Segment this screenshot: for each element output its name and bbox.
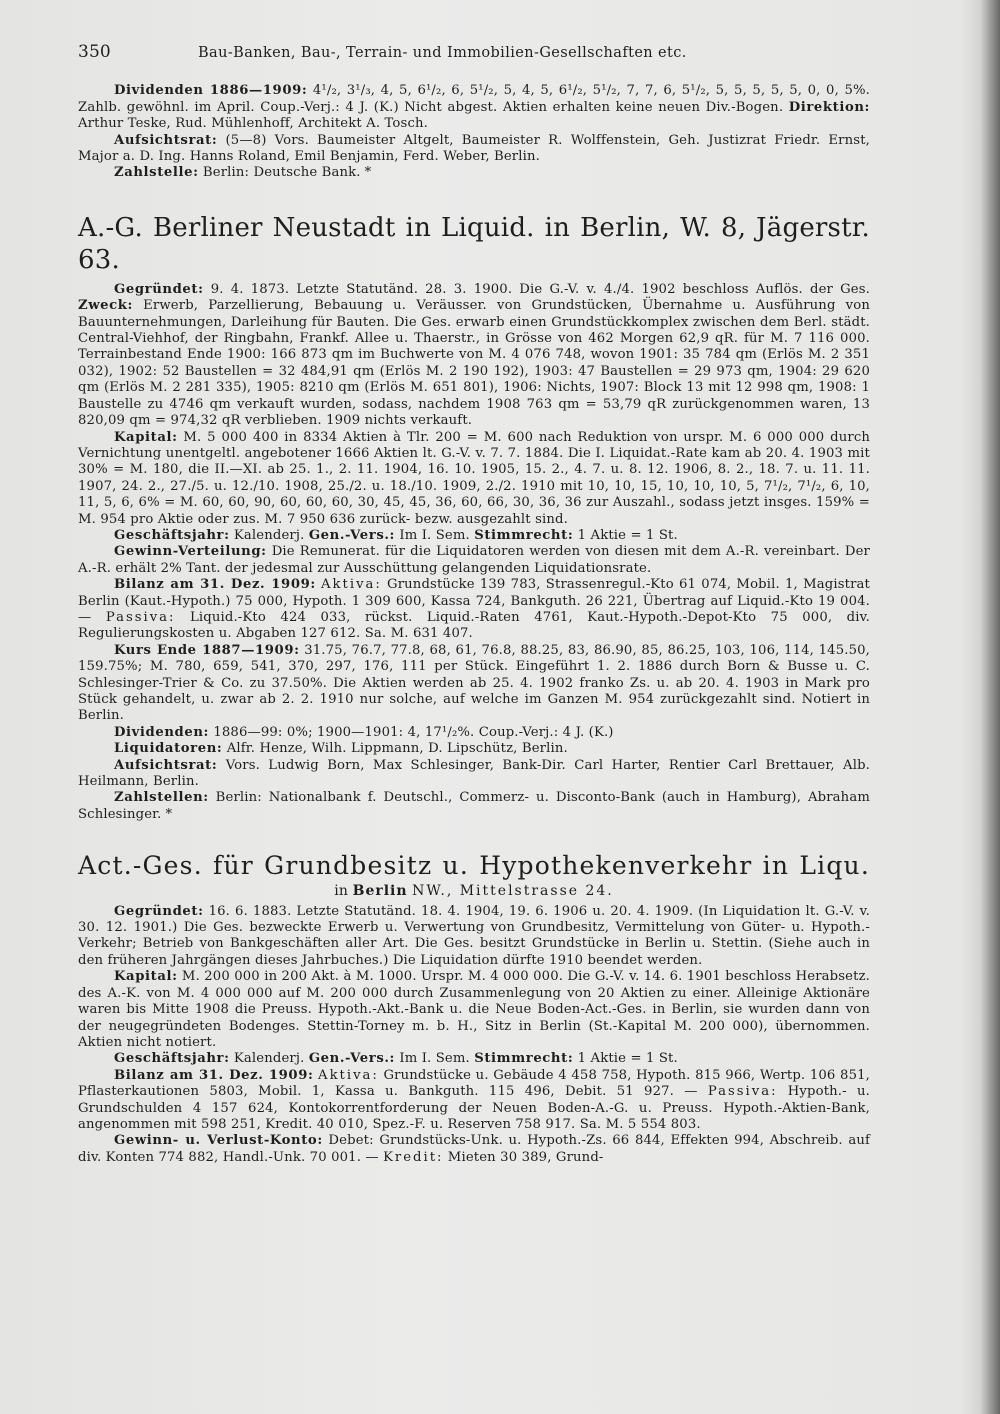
entry2-guv-debet-word: Debet: — [328, 1133, 374, 1149]
entry1-liquidatoren-text: Alfr. Henze, Wilh. Lippmann, D. Lipschütz, Berlin. — [226, 741, 568, 757]
entry2-bilanz — [78, 1068, 870, 1134]
entry1-genvers-text: Im I. Sem. — [399, 527, 470, 543]
entry2-bilanz-label: Bilanz am 31. Dez. 1909: — [114, 1067, 314, 1083]
entry1-gewinn — [78, 544, 870, 577]
prev-aufsichtsrat-text: (5—8) Vors. Baumeister Altgelt, Baumeister R. Wolffenstein, Geh. Justizrat Friedr. Ernst, Major a. D. Ing. Hanns Roland, Emil Benjamin, Ferd. Weber, Berlin. — [78, 132, 870, 165]
entry1-zweck-label: Zweck: — [78, 298, 134, 314]
entry2-subtitle-city: Berlin — [352, 883, 408, 900]
prev-aufsichtsrat — [78, 133, 870, 166]
entry2-subtitle-post: NW., Mittelstrasse 24. — [412, 883, 614, 900]
entry1-stimmrecht-label: Stimmrecht: — [474, 527, 574, 543]
entry2-gegruendet-label: Gegründet: — [114, 903, 204, 919]
entry2-subtitle — [78, 883, 870, 899]
entry2-stimmrecht-text: 1 Aktie = 1 St. — [577, 1051, 678, 1067]
entry1-gewinn-label: Gewinn-Verteilung: — [114, 544, 267, 560]
entry2-geschaeftsjahr-text: Kalenderj. — [233, 1051, 305, 1067]
entry1-gewinn-text: Die Remunerat. für die Liquidatoren werden von diesen mit dem A.-R. vereinbart. Der A.-R. erhält 2% Tant. der jedesmal zur Ausschüttung gelangenden Liquidationsrate. — [78, 544, 870, 576]
entry1-geschaeftsjahr-label: Geschäftsjahr: — [114, 527, 230, 543]
entry1-gegruendet-label: Gegründet: — [114, 281, 204, 297]
entry1-aufsichtsrat-label: Aufsichtsrat: — [114, 757, 218, 773]
entry1-passiva-text: Liquid.-Kto 424 033, rückst. Liquid.-Raten 4761, Kaut.-Hypoth.-Depot-Kto 75 000, div. Regulierungskosten u. Abgaben 127 612. Sa. M. 631 407. — [78, 609, 871, 642]
entry1-zahlstellen-label: Zahlstellen: — [114, 790, 209, 806]
prev-dividenden-text: 4¹/₂, 3¹/₃, 4, 5, 6¹/₂, 6, 5¹/₂, 5, 4, 5, 6¹/₂, 5¹/₂, 7, 7, 6, 5¹/₂, 5, 5, 5, 5, 5, 0, 0, 5%. Zahlb. gewöhnl. im April. Coup.-Verj.: 4 J. (K.) Nicht abgest. Aktien erhalten keine neuen Div.-Bogen. — [78, 83, 871, 115]
entry1-kapital-text: M. 5 000 400 in 8334 Aktien à Tlr. 200 = M. 600 nach Reduktion von urspr. M. 6 000 000 durch Vernichtung unentgeltl. angebotener 1666 Aktien lt. G.-V. v. 7. 7. 1884. Die I. Liquidat.-Rate kam ab 20. 4. 1903 mit 30% = M. 180, die II.—XI. ab 25. 1., 2. 11. 1904, 16. 10. 1905, 15. 2., 4. 7. u. 8. 12. 1906, 8. 2., 18. 7. u. 11. 11. 1907, 24. 2., 27./5. u. 12./10. 1908, 25./2. u. 18./10. 1909, 2./2. 1910 mit 10, 10, 15, 10, 10, 10, 5, 7¹/₂, 7¹/₂, 6, 10, 11, 5, 6, 6% = M. 60, 60, 90, 60, 60, 60, 30, 45, 45, 36, 60, 66, 30, 36, 36 zur Auszahl., sodass jetzt insges. 159% = M. 954 pro Aktie oder zus. M. 7 950 636 zurück- bezw. ausgezahlt sind. — [78, 429, 870, 527]
entry1-zweck-text: Erwerb, Parzellierung, Bebauung u. Veräusser. von Grundstücken, Übernahme u. Ausführung von Bauunternehmungen, Darleihung für Bauten. Die Ges. erwarb einen Grundstückkomplex zwischen dem Berl. städt. Central-Viehhof, der Ringbahn, Frankf. Allee u. Thaerstr., in Grösse von 462 Morgen 62,9 qR. für M. 7 116 000. Terrainbestand Ende 1900: 166 873 qm im Buchwerte von M. 4 076 748, wovon 1901: 35 784 qm (Erlös M. 2 351 032), 1902: 52 Baustellen = 32 484,91 qm (Erlös M. 2 190 192), 1903: 47 Baustellen = 29 973 qm, 1904: 29 620 qm (Erlös M. 2 281 335), 1905: 8210 qm (Erlös M. 651 801), 1906: Nichts, 1907: Block 13 mit 12 998 qm, 1908: 1 Baustelle zu 4746 qm verkauft wurden, sodass, nachdem 1908 763 qm = 53,79 qR zurückgenommen waren, 13 820,09 qm = 974,32 qR verblieben. 1909 nichts verkauft. — [78, 298, 870, 429]
entry1-kurs-text: 31.75, 76.7, 77.8, 68, 61, 76.8, 88.25, 83, 86.90, 85, 86.25, 103, 106, 114, 145.50, 159.75%; M. 780, 659, 541, 370, 297, 176, 111 per Stück. Eingeführt 1. 2. 1886 durch Born & Busse u. C. Schlesinger-Trier & Co. zu 37.50%. Die Aktien werden ab 25. 4. 1902 franko Zs. u. ab 20. 4. 1903 in Mark pro Stück gehandelt, u. zwar ab 2. 2. 1910 nur solche, auf welche im Ganzen M. 954 zurückgezahlt sind. Notiert in Berlin. — [78, 642, 871, 724]
entry2-genvers-text: Im I. Sem. — [399, 1051, 470, 1067]
entry2-geschaeftsjahr-label: Geschäftsjahr: — [114, 1051, 230, 1067]
page-number: 350 — [78, 42, 111, 62]
entry1-dividenden-label: Dividenden: — [114, 724, 209, 740]
entry1-kurs-label: Kurs Ende 1887—1909: — [114, 642, 300, 658]
entry2-title: Act.-Ges. für Grundbesitz u. Hypothekenverkehr in Liqu. — [78, 851, 870, 881]
entry1-bilanz — [78, 577, 870, 643]
entry1-gegruendet-text: 9. 4. 1873. Letzte Statutänd. 28. 3. 1900. Die G.-V. v. 4./4. 1902 beschloss Auflös. der Ges. — [210, 281, 870, 297]
entry2-guv-debet-text: Grundstücks-Unk. u. Hypoth.-Zs. 66 844, Effekten 994, Abschreib. auf div. Konten 774 882, Handl.-Unk. 70 001. — — [78, 1133, 871, 1165]
entry2-kapital — [78, 969, 870, 1051]
entry1-geschaeftsjahr — [78, 528, 870, 544]
entry1-aktiva-text: Grundstücke 139 783, Strassenregul.-Kto 61 074, Mobil. 1, Magistrat Berlin (Kaut.-Hypoth.) 75 000, Hypoth. 1 309 600, Kassa 724, Bankguth. 26 221, Übertrag auf Liquid.-Kto 19 004. — — [78, 577, 870, 625]
entry2-stimmrecht-label: Stimmrecht: — [474, 1051, 574, 1067]
entry2-passiva-text: Hypoth.- u. Grundschulden 4 157 624, Kontokorrentforderung der Neuen Boden-A.-G. u. Preuss. Hypoth.-Aktien-Bank, angenommen mit 598 251, Kredit. 40 010, Spez.-F. u. Reserven 758 917. Sa. M. 5 554 803. — [78, 1084, 870, 1132]
entry1-end-mark: * — [165, 806, 173, 822]
entry1-geschaeftsjahr-text: Kalenderj. — [233, 527, 305, 543]
entry1-liquidatoren — [78, 741, 870, 757]
entry1-aktiva-word: Aktiva: — [321, 577, 382, 593]
entry1-kapital-label: Kapital: — [114, 429, 178, 445]
prev-direktion-label: Direktion: — [788, 99, 870, 115]
running-title: Bau-Banken, Bau-, Terrain- und Immobilien-Gesellschaften etc. — [198, 45, 687, 61]
prev-dividenden-label: Dividenden 1886—1909: — [114, 83, 308, 99]
entry2-subtitle-pre: in — [334, 883, 349, 900]
entry1-zahlstellen — [78, 790, 870, 823]
entry1-dividenden-text: 1886—99: 0%; 1900—1901: 4, 17¹/₂%. Coup.-Verj.: 4 J. (K.) — [213, 724, 614, 740]
entry2-guv-label: Gewinn- u. Verlust-Konto: — [114, 1133, 323, 1149]
page-edge-shadow — [960, 0, 1000, 1414]
entry1-kapital — [78, 430, 870, 528]
entry2-guv-kredit-word: Kredit: — [383, 1149, 444, 1165]
entry1-genvers-label: Gen.-Vers.: — [308, 527, 395, 543]
entry-grundbesitz-hypothekenverkehr — [78, 851, 870, 1166]
entry1-kurs — [78, 643, 870, 725]
entry2-genvers-label: Gen.-Vers.: — [308, 1051, 395, 1067]
entry2-geschaeftsjahr — [78, 1051, 870, 1067]
page-content — [78, 44, 870, 1166]
entry1-gegruendet — [78, 282, 870, 430]
entry1-dividenden — [78, 725, 870, 741]
entry1-aufsichtsrat-text: Vors. Ludwig Born, Max Schlesinger, Bank-Dir. Carl Harter, Rentier Carl Brettauer, Alb. Heilmann, Berlin. — [78, 757, 870, 790]
entry1-liquidatoren-label: Liquidatoren: — [114, 741, 223, 757]
entry2-gegruendet-text: 16. 6. 1883. Letzte Statutänd. 18. 4. 1904, 19. 6. 1906 u. 20. 4. 1909. (In Liquidation lt. G.-V. v. 30. 12. 1901.) Die Ges. bezweckte Erwerb u. Verwertung von Grundbesitz, Vermittelung von Güter- u. Hypoth.-Verkehr; Betrieb von Bankgeschäften aller Art. Die Ges. besitzt Grundstücke in Berlin u. Stettin. (Siehe auch in den früheren Jahrgängen dieses Jahrbuches.) Die Liquidation dürfte 1910 beendet werden. — [78, 903, 870, 968]
entry1-aufsichtsrat — [78, 758, 870, 791]
prev-end-mark: * — [364, 165, 372, 181]
entry2-passiva-word: Passiva: — [707, 1084, 778, 1100]
prev-aufsichtsrat-label: Aufsichtsrat: — [114, 132, 218, 148]
entry2-aktiva-text: Grundstücke u. Gebäude 4 458 758, Hypoth. 815 966, Wertp. 106 851, Pflasterkautionen 5803, Mobil. 1, Kassa u. Bankguth. 115 496, Debit. 51 927. — — [78, 1067, 871, 1100]
entry2-aktiva-word: Aktiva: — [318, 1067, 379, 1083]
prev-entry — [78, 83, 870, 181]
entry2-gegruendet — [78, 904, 870, 970]
entry2-kapital-text: M. 200 000 in 200 Akt. à M. 1000. Urspr. M. 4 000 000. Die G.-V. v. 14. 6. 1901 beschloss Herabsetz. des A.-K. von M. 4 000 000 auf M. 200 000 durch Zusammenlegung von 20 Aktien zu einer. Alleinige Aktionäre waren bis Mitte 1908 die Preuss. Hypoth.-Akt.-Bank u. die Neue Boden-Act.-Ges. in Berlin, sie wurden dann von der neugegründeten Bodenges. Stettin-Torney m. b. H., Sitz in Berlin (St.-Kapital M. 200 000), übernommen. Aktien nicht notiert. — [78, 969, 871, 1050]
entry-berliner-neustadt — [78, 212, 870, 823]
prev-zahlstelle — [78, 165, 870, 181]
entry2-guv — [78, 1133, 870, 1166]
entry1-zahlstellen-text: Berlin: Nationalbank f. Deutschl., Commerz- u. Disconto-Bank (auch in Hamburg), Abraham Schlesinger. — [78, 790, 870, 822]
entry2-kapital-label: Kapital: — [114, 969, 178, 985]
entry1-stimmrecht-text: 1 Aktie = 1 St. — [577, 527, 678, 543]
running-header — [78, 44, 870, 61]
prev-direktion-text: Arthur Teske, Rud. Mühlenhoff, Architekt A. Tosch. — [78, 116, 428, 132]
prev-dividenden — [78, 83, 870, 132]
entry1-passiva-word: Passiva: — [105, 609, 176, 625]
entry2-guv-kredit-text: Mieten 30 389, Grund- — [447, 1149, 604, 1165]
prev-zahlstelle-text: Berlin: Deutsche Bank. — [202, 165, 361, 181]
entry1-bilanz-label: Bilanz am 31. Dez. 1909: — [114, 577, 316, 593]
prev-zahlstelle-label: Zahlstelle: — [114, 165, 199, 181]
entry1-title: A.-G. Berliner Neustadt in Liquid. in Berlin, W. 8, Jägerstr. 63. — [78, 212, 870, 275]
